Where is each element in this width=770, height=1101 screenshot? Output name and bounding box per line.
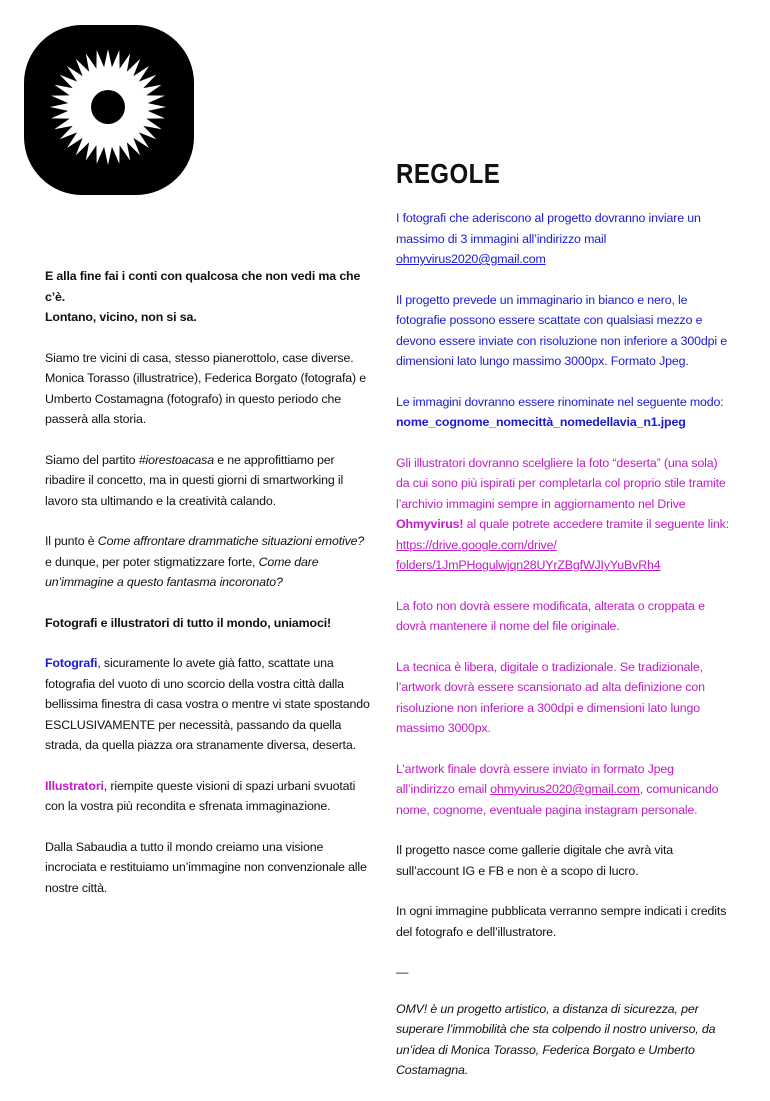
rule-illustrators: Gli illustratori dovranno scelgliere la foto “deserta” (una sola) da cui sono più ispirati per completarla col proprio stile tramite l’archivio immagini sempre in aggiornamento nel Drive Ohmyvirus! al quale potrete accedere tramite il seguente link: https://drive.google.com/drive/ folders/1JmPHogulwjqn28UYrZBgfWJIyYuBvRh4 bbox=[396, 455, 730, 572]
right-column bbox=[396, 208, 731, 1101]
paragraph-closing: Dalla Sabaudia a tutto il mondo creiamo una visione incrociata e restituiamo un’immagine non convenzionale alle nostre città. bbox=[45, 839, 367, 895]
separator-dash: — bbox=[396, 965, 409, 979]
paragraph-party: Siamo del partito #iorestoacasa e ne approfittiamo per ribadire il concetto, ma in questi giorni di smartworking il lavoro sta ultimando e la creatività calando. bbox=[45, 452, 344, 508]
paragraph-question: Il punto è Come affrontare drammatiche situazioni emotive? e dunque, per poter stigmatizzare forte, Come dare un’immagine a questo fantasma incoronato? bbox=[45, 534, 365, 589]
rule-no-edit: La foto non dovrà essere modificata, alterata o croppata e dovrà mantenere il nome del file originale. bbox=[396, 598, 705, 633]
drive-link-part-1[interactable]: https://drive.google.com/drive/ bbox=[396, 537, 557, 552]
project-note: OMV! è un progetto artistico, a distanza di sicurezza, per superare l’immobilità che sta colpendo il nostro universo, da un’idea di Monica Torasso, Federica Borgato e Umberto Costamagna. bbox=[396, 1001, 716, 1077]
paragraph-neighbors: Siamo tre vicini di casa, stesso pianerottolo, case diverse. Monica Torasso (illustratrice), Federica Borgato (fotografa) e Umberto Costamagna (fotografo) in questo periodo che passerà alla storia. bbox=[45, 350, 367, 426]
drive-link-part-2[interactable]: folders/1JmPHogulwjqn28UYrZBgfWJIyYuBvRh4 bbox=[396, 558, 661, 572]
rule-technique: La tecnica è libera, digitale o tradizionale. Se tradizionale, l’artwork dovrà essere scansionato ad alta definizione con risoluzione non inferiore a 300dpi e dimensioni lato lungo massimo 3000px. bbox=[396, 659, 705, 735]
email-link-2[interactable]: ohmyvirus2020@gmail.com bbox=[490, 782, 640, 796]
hashtag: #iorestoacasa bbox=[138, 452, 214, 467]
rule-naming: Le immagini dovranno essere rinominate nel seguente modo: nome_cognome_nomecittà_nomedellavia_n1.jpeg bbox=[396, 392, 731, 433]
rule-photographers-submit: I fotografi che aderiscono al progetto dovranno inviare un massimo di 3 immagini all’indirizzo mail ohmyvirus2020@gmail.com bbox=[396, 211, 701, 266]
drive-name: Ohmyvirus! bbox=[396, 517, 464, 531]
call-to-action: Fotografi e illustratori di tutto il mondo, uniamoci! bbox=[45, 615, 331, 630]
rule-final-artwork: L’artwork finale dovrà essere inviato in formato Jpeg all’indirizzo email ohmyvirus2020@gmail.com, comunicando nome, cognome, eventuale pagina instagram personale. bbox=[396, 761, 719, 817]
paragraph-illustrators: Illustratori, riempite queste visioni di spazi urbani svuotati con la vostra più recondita e sfrenata immaginazione. bbox=[45, 778, 356, 813]
page-title: REGOLE bbox=[396, 158, 501, 189]
left-column bbox=[45, 266, 370, 918]
sunburst-logo bbox=[24, 25, 194, 195]
intro-text bbox=[45, 266, 370, 328]
rule-format: Il progetto prevede un immaginario in bianco e nero, le fotografie possono essere scattate con qualsiasi mezzo e devono essere inviate con risoluzione non inferiore a 300dpi e dimensioni lato lungo massimo 3000px. Formato Jpeg. bbox=[396, 292, 727, 368]
paragraph-photographers: Fotografi, sicuramente lo avete già fatto, scattate una fotografia del vuoto di uno scorcio della vostra città dalla bellissima finestra di casa vostra o mentre vi state spostando ESCLUSIVAMENTE per necessità, passando da quella strada, da quella piazza ora stranamente diversa, deserta. bbox=[45, 656, 370, 752]
intro-line-2: Lontano, vicino, non si sa. bbox=[45, 310, 197, 324]
illustrators-label: Illustratori bbox=[45, 778, 104, 793]
rule-credits: In ogni immagine pubblicata verranno sempre indicati i credits del fotografo e dell’illustratore. bbox=[396, 904, 727, 939]
email-link[interactable]: ohmyvirus2020@gmail.com bbox=[396, 252, 546, 266]
file-name-pattern: nome_cognome_nomecittà_nomedellavia_n1.jpeg bbox=[396, 415, 686, 429]
photographers-label: Fotografi bbox=[45, 656, 98, 670]
rule-gallery: Il progetto nasce come gallerie digitale che avrà vita sull’account IG e FB e non è a scopo di lucro. bbox=[396, 843, 674, 878]
intro-line-1: E alla fine fai i conti con qualcosa che non vedi ma che c’è. bbox=[45, 269, 361, 304]
